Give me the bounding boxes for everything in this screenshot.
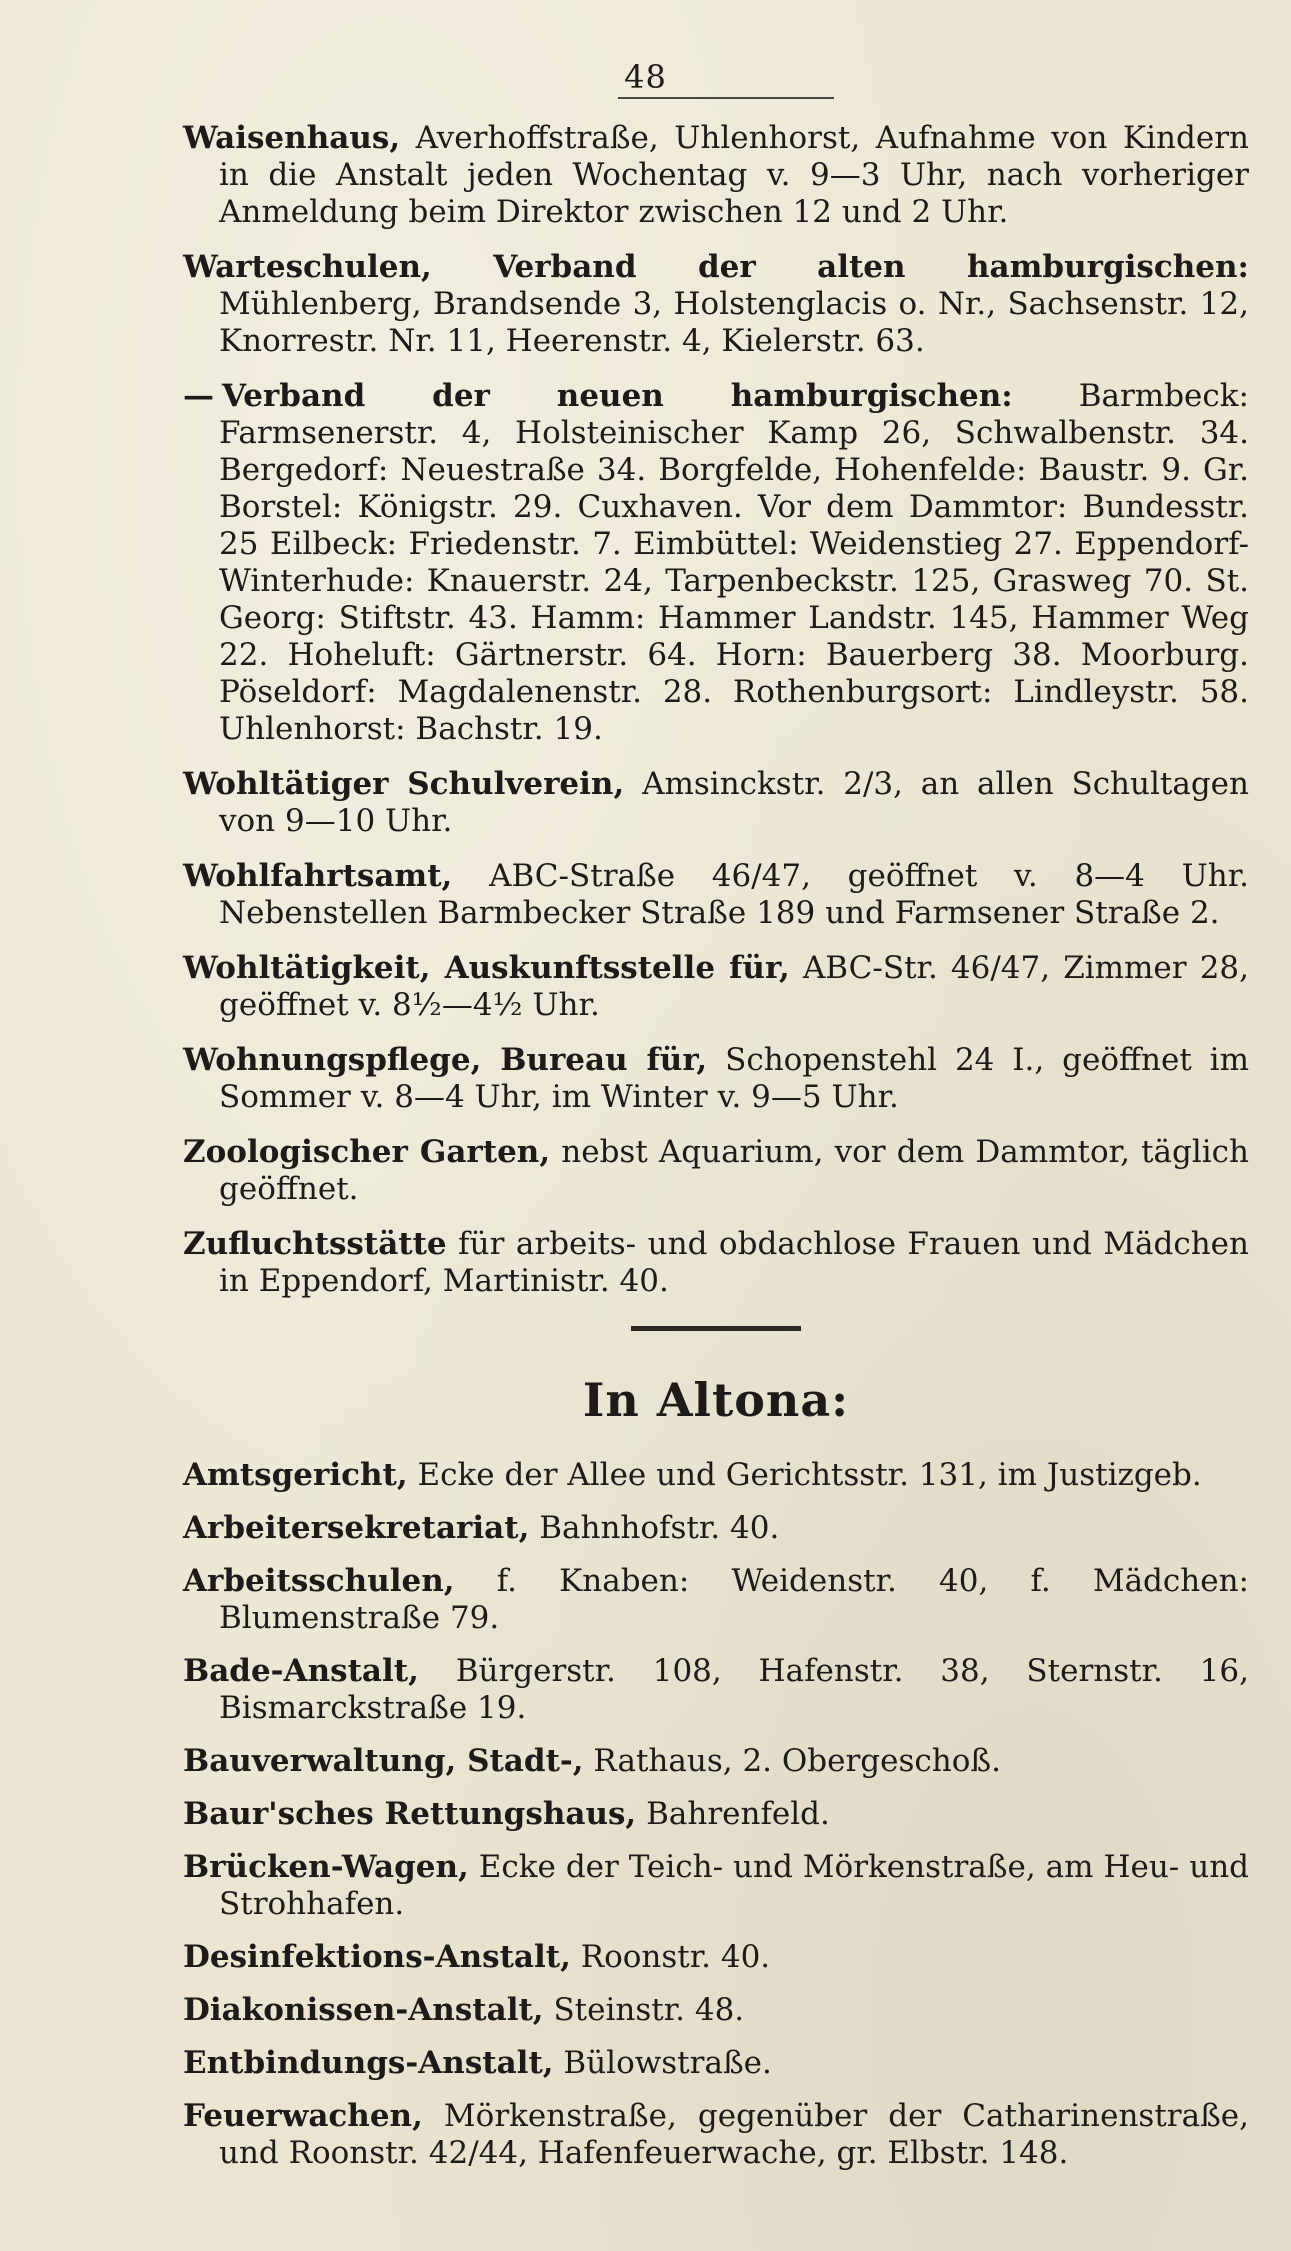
hamburg-entry-list (183, 120, 1249, 1300)
entry-text: Bahrenfeld. (636, 1796, 830, 1832)
entry-text: Bülowstraße. (553, 2045, 772, 2081)
entry-term: Entbindungs-Anstalt, (183, 2045, 554, 2081)
entry-text: Schopenstehl 24 I., geöffnet im Sommer v. 8—4 Uhr, im Winter v. 9—5 Uhr. (219, 1042, 1249, 1115)
entry-text: Ecke der Teich- und Mörkenstraße, am Heu- und Strohhafen. (219, 1849, 1249, 1922)
entry-term: Warteschulen, Verband der alten hamburgischen: (183, 249, 1249, 285)
entry-arbeitersekretariat (183, 1510, 1249, 1547)
entry-desinfektions-anstalt (183, 1939, 1249, 1976)
entry-term: Bade-Anstalt, (183, 1653, 419, 1689)
entry-text: Bahnhofstr. 40. (529, 1510, 780, 1546)
entry-term: Brücken-Wagen, (183, 1849, 469, 1885)
entry-text: Rathaus, 2. Obergeschoß. (583, 1743, 1001, 1779)
entry-diakonissen-anstalt (183, 1992, 1249, 2029)
entry-amtsgericht (183, 1457, 1249, 1494)
entry-text: für arbeits- und obdachlose Frauen und Mädchen in Eppendorf, Martinistr. 40. (219, 1226, 1249, 1299)
entry-bauverwaltung (183, 1743, 1249, 1780)
entry-schulverein (183, 766, 1249, 840)
entry-text: Bürgerstr. 108, Hafenstr. 38, Sternstr. 16, Bismarckstraße 19. (219, 1653, 1249, 1726)
entry-text: Averhoffstraße, Uhlenhorst, Aufnahme von Kindern in die Anstalt jeden Wochentag v. 9—3 Uhr, nach vorheriger Anmeldung beim Direktor zwischen 12 und 2 Uhr. (219, 120, 1249, 230)
entry-bade-anstalt (183, 1653, 1249, 1727)
entry-term: Zufluchtsstätte (183, 1226, 447, 1262)
entry-dash: — (183, 378, 214, 414)
entry-term: Arbeitsschulen, (183, 1563, 455, 1599)
entry-text: Mörkenstraße, gegenüber der Catharinenstraße, und Roonstr. 42/44, Hafenfeuerwache, gr. Elbstr. 148. (219, 2098, 1249, 2171)
entry-wohlfahrtsamt (183, 858, 1249, 932)
entry-term: Desinfektions-Anstalt, (183, 1939, 571, 1975)
entry-term: Amtsgericht, (183, 1457, 408, 1493)
entry-feuerwachen (183, 2098, 1249, 2172)
section-title: In Altona: (582, 1373, 850, 1427)
entry-zoologischer-garten (183, 1134, 1249, 1208)
entry-text: Amsinckstr. 2/3, an allen Schultagen von 9—10 Uhr. (219, 766, 1249, 839)
page-number: 48 (624, 58, 667, 96)
page-content (183, 120, 1249, 2188)
entry-warteschulen (183, 249, 1249, 360)
entry-term: Waisenhaus, (183, 120, 401, 156)
entry-term: Feuerwachen, (183, 2098, 423, 2134)
altona-entry-list (183, 1457, 1249, 2172)
entry-text: ABC-Str. 46/47, Zimmer 28, geöffnet v. 8½—4½ Uhr. (219, 950, 1249, 1023)
entry-term: Wohltätiger Schulverein, (183, 766, 625, 802)
entry-term: Arbeitersekretariat, (183, 1510, 530, 1546)
entry-text: Mühlenberg, Brandsende 3, Holstenglacis o. Nr., Sachsenstr. 12, Knorrestr. Nr. 11, Heerenstr. 4, Kielerstr. 63. (219, 286, 1249, 359)
entry-rettungshaus (183, 1796, 1249, 1833)
entry-term: Baur'sches Rettungshaus, (183, 1796, 637, 1832)
entry-text: Ecke der Allee und Gerichtsstr. 131, im Justizgeb. (407, 1457, 1202, 1493)
entry-term: Zoologischer Garten, (183, 1134, 551, 1170)
entry-text: Steinstr. 48. (543, 1992, 745, 2028)
entry-text: f. Knaben: Weidenstr. 40, f. Mädchen: Blumenstraße 79. (219, 1563, 1249, 1636)
entry-term: Diakonissen-Anstalt, (183, 1992, 544, 2028)
entry-text: Roonstr. 40. (570, 1939, 771, 1975)
entry-term: Bauverwaltung, Stadt-, (183, 1743, 584, 1779)
entry-term: Verband der neuen hamburgischen: (222, 378, 1013, 414)
entry-wohnungspflege (183, 1042, 1249, 1116)
entry-term: Wohlfahrtsamt, (183, 858, 453, 894)
entry-waisenhaus (183, 120, 1249, 231)
entry-text: nebst Aquarium, vor dem Dammtor, täglich geöffnet. (219, 1134, 1250, 1207)
entry-bruecken-wagen (183, 1849, 1249, 1923)
entry-text: Barmbeck: Farmsenerstr. 4, Holsteinischer Kamp 26, Schwalbenstr. 34. Bergedorf: Neuestraße 34. Borgfelde, Hohenfelde: Baustr. 9. Gr. Borstel: Königstr. 29. Cuxhaven. Vor dem Dammtor: Bundesstr. 25 Eilbeck: Friedenstr. 7. Eimbüttel: Weidenstieg 27. Eppendorf-Winterhude: Knauerstr. 24, Tarpenbeckstr. 125, Grasweg 70. St. Georg: Stiftstr. 43. Hamm: Hammer Landstr. 145, Hammer Weg 22. Hoheluft: Gärtnerstr. 64. Horn: Bauerberg 38. Moorburg. Pöseldorf: Magdalenenstr. 28. Rothenburgsort: Lindleystr. 58. Uhlenhorst: Bachstr. 19. (219, 378, 1249, 747)
header-rule (618, 97, 834, 99)
section-divider (631, 1326, 801, 1331)
entry-term: Wohltätigkeit, Auskunftsstelle für, (183, 950, 790, 986)
entry-zufluchtsstaette (183, 1226, 1249, 1300)
entry-term: Wohnungspflege, Bureau für, (183, 1042, 708, 1078)
entry-wohltaetigkeit (183, 950, 1249, 1024)
entry-text: ABC-Straße 46/47, geöffnet v. 8—4 Uhr. Nebenstellen Barmbecker Straße 189 und Farmsener Straße 2. (219, 858, 1249, 931)
entry-entbindungs-anstalt (183, 2045, 1249, 2082)
entry-arbeitsschulen (183, 1563, 1249, 1637)
entry-verband-neuen (183, 378, 1249, 748)
